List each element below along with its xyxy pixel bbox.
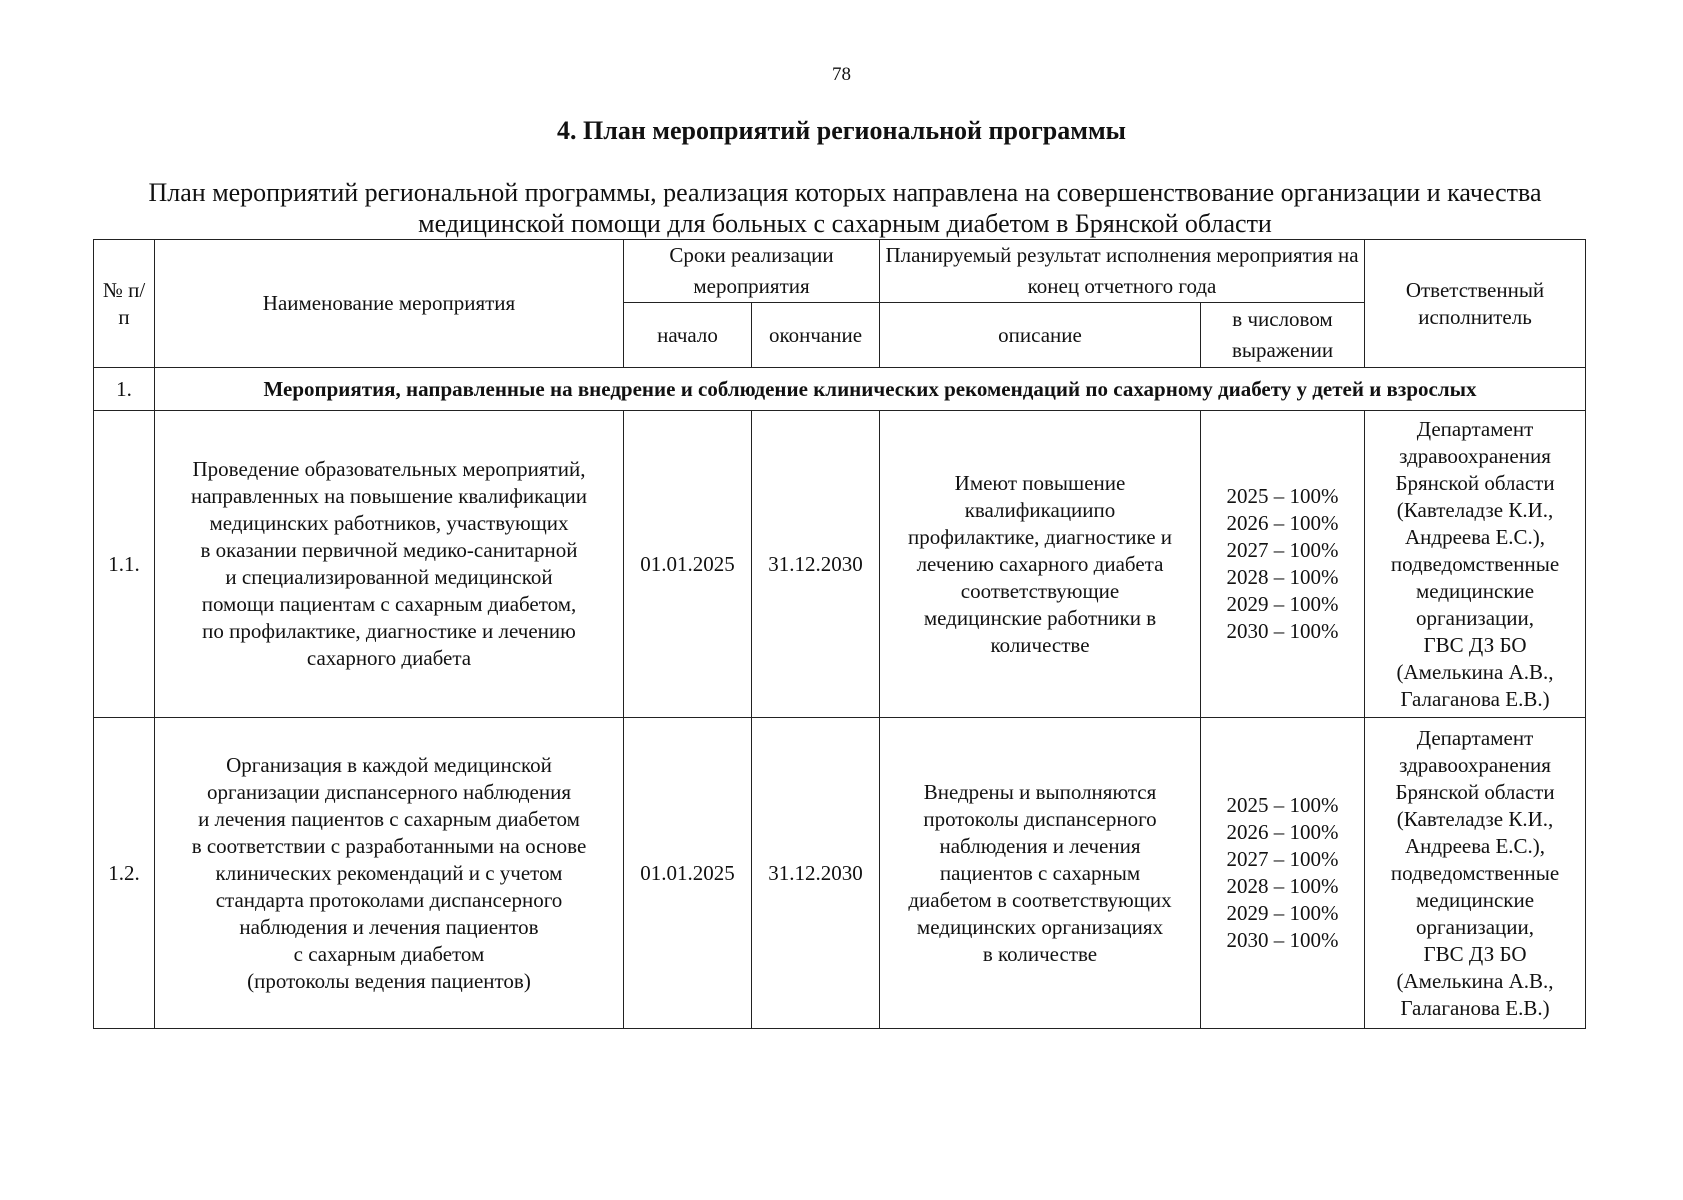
row-responsible-line: (Кавтеладзе К.И., — [1396, 497, 1554, 522]
header-name: Наименование мероприятия — [155, 240, 624, 368]
numeric-value: 2026 – 100% — [1226, 511, 1339, 535]
row-responsible-line: медицинские — [1415, 887, 1535, 912]
row-name-line: и специализированной медицинской — [225, 565, 553, 589]
row-description-line: Внедрены и выполняются — [923, 779, 1157, 804]
row-name-line: по профилактике, диагностике и лечению — [202, 619, 576, 643]
row-name-line: (протоколы ведения пациентов) — [247, 968, 531, 993]
row-description — [880, 411, 1201, 718]
table-row — [94, 718, 1586, 1029]
row-responsible-line: Департамент — [1416, 725, 1534, 750]
row-description-line: Имеют повышение — [954, 470, 1126, 495]
row-responsible — [1365, 718, 1586, 1029]
row-name-line: Проведение образовательных мероприятий, — [192, 457, 586, 481]
row-description — [880, 718, 1201, 1029]
row-responsible-line: организации, — [1416, 914, 1535, 939]
header-result: Планируемый результат исполнения мероприятия на конец отчетного года — [880, 240, 1365, 303]
row-responsible-line: (Амелькина А.В., — [1396, 659, 1554, 684]
row-name-line: и лечения пациентов с сахарным диабетом — [198, 806, 580, 831]
row-numeric — [1201, 718, 1365, 1029]
row-responsible-line: подведомственные — [1390, 860, 1560, 885]
numeric-value: 2030 – 100% — [1226, 928, 1339, 952]
row-description-line: медицинских организациях — [916, 914, 1164, 939]
row-name-line: стандарта протоколами диспансерного — [215, 887, 563, 912]
row-description-line: пациентов с сахарным — [939, 860, 1141, 885]
row-responsible-line: Андреева Е.С.), — [1405, 524, 1546, 549]
row-name-line: направленных на повышение квалификации — [190, 484, 588, 508]
row-responsible-line: Галаганова Е.В.) — [1400, 686, 1550, 711]
row-description-line: диабетом в соответствующих — [908, 887, 1172, 912]
row-description-line: лечению сахарного диабета — [916, 551, 1164, 576]
numeric-value: 2027 – 100% — [1226, 847, 1339, 871]
row-responsible-line: здравоохранения — [1399, 752, 1551, 777]
row-responsible-line: Брянской области — [1395, 779, 1555, 804]
row-responsible-line: Брянской области — [1395, 470, 1555, 495]
row-end: 31.12.2030 — [752, 411, 880, 718]
row-name-line: организации диспансерного наблюдения — [207, 779, 571, 804]
row-name-line: в соответствии с разработанными на основе — [191, 833, 587, 858]
row-responsible-line: медицинские — [1415, 578, 1535, 603]
row-description-line: количестве — [990, 632, 1090, 657]
row-description-line: наблюдения и лечения — [939, 833, 1141, 858]
row-name-line: с сахарным диабетом — [293, 941, 485, 966]
header-end: окончание — [752, 303, 880, 368]
row-name-line: медицинских работников, участвующих — [209, 511, 569, 535]
numeric-value: 2028 – 100% — [1226, 874, 1339, 898]
row-responsible-line: ГВС ДЗ БО — [1423, 941, 1527, 966]
row-name — [155, 718, 624, 1029]
row-responsible-line: Андреева Е.С.), — [1405, 833, 1546, 858]
table-caption: План мероприятий региональной программы, реализация которых направлена на совершенствование организации и качества медицинской помощи для больных с сахарным диабетом в Брянской области — [148, 178, 1542, 238]
row-description-line: профилактике, диагностике и — [907, 524, 1173, 549]
section-title: 4. План мероприятий региональной программы — [557, 116, 1126, 145]
section-row — [94, 368, 1586, 411]
row-responsible-line: Департамент — [1416, 416, 1534, 441]
header-responsible: Ответственный исполнитель — [1365, 240, 1586, 368]
numeric-value: 2027 – 100% — [1226, 538, 1339, 562]
section-number: 1. — [94, 368, 155, 411]
row-name-line: в оказании первичной медико-санитарной — [200, 538, 578, 562]
row-name — [155, 411, 624, 718]
action-plan-table — [93, 239, 1586, 1029]
row-description-line: квалификациипо — [964, 497, 1116, 522]
row-numeric — [1201, 411, 1365, 718]
table-header-row-1 — [94, 240, 1586, 303]
numeric-value: 2025 – 100% — [1226, 484, 1339, 508]
table-row — [94, 411, 1586, 718]
row-name-line: наблюдения и лечения пациентов — [239, 914, 539, 939]
row-description-line: соответствующие — [960, 578, 1120, 603]
row-start: 01.01.2025 — [624, 411, 752, 718]
row-responsible-line: (Кавтеладзе К.И., — [1396, 806, 1554, 831]
row-description-line: в количестве — [982, 941, 1098, 966]
page-number: 78 — [832, 64, 851, 85]
numeric-value: 2025 – 100% — [1226, 793, 1339, 817]
row-name-line: клинических рекомендаций и с учетом — [215, 860, 563, 885]
row-end: 31.12.2030 — [752, 718, 880, 1029]
row-number: 1.2. — [94, 718, 155, 1029]
header-number: № п/п — [94, 240, 155, 368]
row-responsible-line: организации, — [1416, 605, 1535, 630]
row-start: 01.01.2025 — [624, 718, 752, 1029]
section-title-cell: Мероприятия, направленные на внедрение и соблюдение клинических рекомендаций по сахарному диабету у детей и взрослых — [155, 368, 1586, 411]
row-responsible-line: ГВС ДЗ БО — [1423, 632, 1527, 657]
row-responsible-line: Галаганова Е.В.) — [1400, 995, 1550, 1020]
header-description: описание — [880, 303, 1201, 368]
row-name-line: Организация в каждой медицинской — [226, 752, 552, 777]
numeric-value: 2029 – 100% — [1226, 901, 1339, 925]
row-description-line: медицинские работники в — [923, 605, 1157, 630]
numeric-value: 2030 – 100% — [1226, 619, 1339, 643]
header-terms: Сроки реализации мероприятия — [624, 240, 880, 303]
row-number: 1.1. — [94, 411, 155, 718]
header-numeric: в числовом выражении — [1201, 303, 1365, 368]
numeric-value: 2026 – 100% — [1226, 820, 1339, 844]
row-responsible — [1365, 411, 1586, 718]
row-name-line: сахарного диабета — [306, 646, 472, 670]
header-start: начало — [624, 303, 752, 368]
numeric-value: 2029 – 100% — [1226, 592, 1339, 616]
row-description-line: протоколы диспансерного — [923, 806, 1157, 831]
row-name-line: помощи пациентам с сахарным диабетом, — [201, 592, 577, 616]
row-responsible-line: подведомственные — [1390, 551, 1560, 576]
row-responsible-line: здравоохранения — [1399, 443, 1551, 468]
numeric-value: 2028 – 100% — [1226, 565, 1339, 589]
row-responsible-line: (Амелькина А.В., — [1396, 968, 1554, 993]
